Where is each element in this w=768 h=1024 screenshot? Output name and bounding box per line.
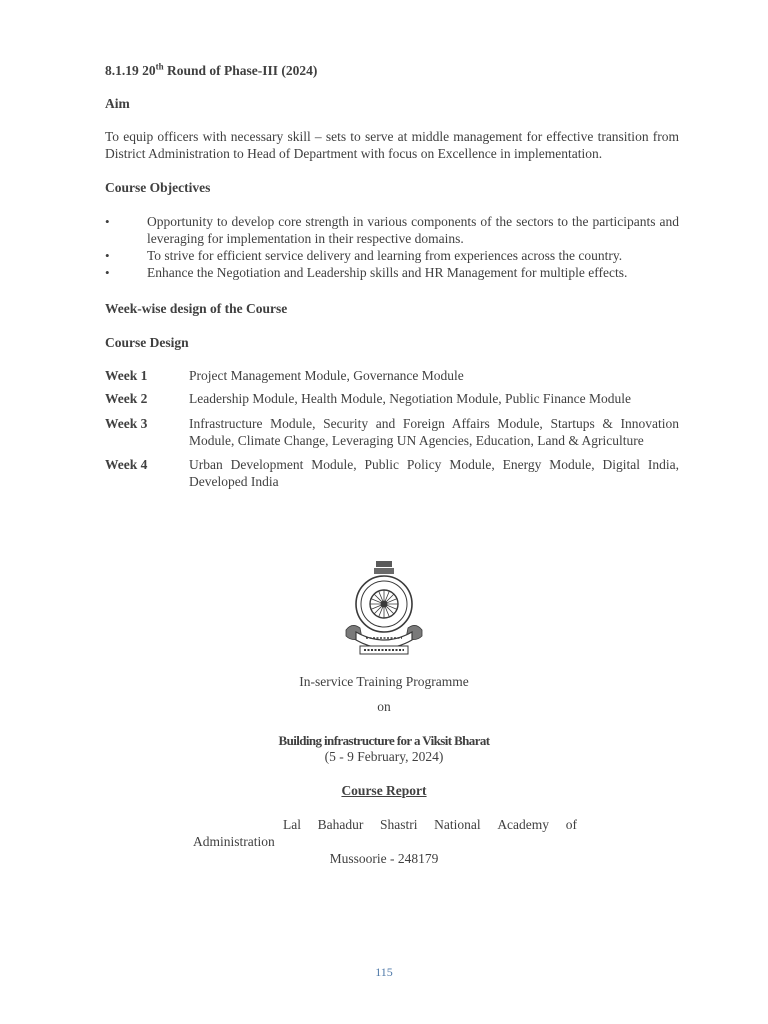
section-heading: 8.1.19 20th Round of Phase-III (2024) — [105, 61, 318, 78]
week-modules: Urban Development Module, Public Policy Module, Energy Module, Digital India, Developed India — [189, 457, 679, 489]
week-row — [105, 390, 679, 407]
page-number: 115 — [375, 965, 393, 979]
week-label: Week 1 — [105, 368, 148, 383]
week-modules: Infrastructure Module, Security and Foreign Affairs Module, Startups & Innovation Module, Climate Change, Leveraging UN Agencies, Education, Land & Agriculture — [189, 416, 679, 448]
programme-title: Building infrastructure for a Viksit Bharat — [278, 733, 490, 748]
institution-address: Mussoorie - 248179 — [329, 851, 439, 866]
institution-name: Lal Bahadur Shastri National Academy of Administration — [193, 817, 577, 849]
list-item: • To strive for efficient service delivery and learning from experiences across the country. — [105, 248, 623, 263]
bullet-icon: • — [105, 265, 110, 280]
list-item: • Opportunity to develop core strength in various components of the sectors to the participants and leveraging for implementation in their respective domains. — [105, 214, 679, 246]
aim-title: Aim — [105, 96, 130, 111]
bullet-icon: • — [105, 214, 110, 229]
report-title: Course Report — [341, 783, 427, 798]
week-row — [105, 367, 679, 384]
connector-text: on — [377, 699, 391, 714]
aim-text: To equip officers with necessary skill – sets to serve at middle management for effective transition from District Administration to Head of Department with focus on Excellence in implementation. — [105, 129, 679, 161]
week-row — [105, 456, 679, 490]
programme-type: In-service Training Programme — [299, 674, 469, 689]
week-row — [105, 415, 679, 449]
week-modules: Project Management Module, Governance Module — [189, 368, 464, 383]
week-label: Week 4 — [105, 457, 148, 472]
course-design-title: Course Design — [105, 335, 189, 350]
week-modules: Leadership Module, Health Module, Negotiation Module, Public Finance Module — [189, 391, 632, 406]
objectives-list — [105, 213, 679, 281]
objectives-title: Course Objectives — [105, 180, 211, 195]
list-item: • Enhance the Negotiation and Leadership skills and HR Management for multiple effects. — [105, 265, 628, 280]
week-label: Week 2 — [105, 391, 148, 406]
bullet-icon: • — [105, 248, 110, 263]
programme-dates: (5 - 9 February, 2024) — [324, 749, 444, 764]
week-design-title: Week-wise design of the Course — [105, 301, 288, 316]
lbsnaa-emblem-icon — [338, 558, 430, 660]
week-label: Week 3 — [105, 416, 148, 431]
